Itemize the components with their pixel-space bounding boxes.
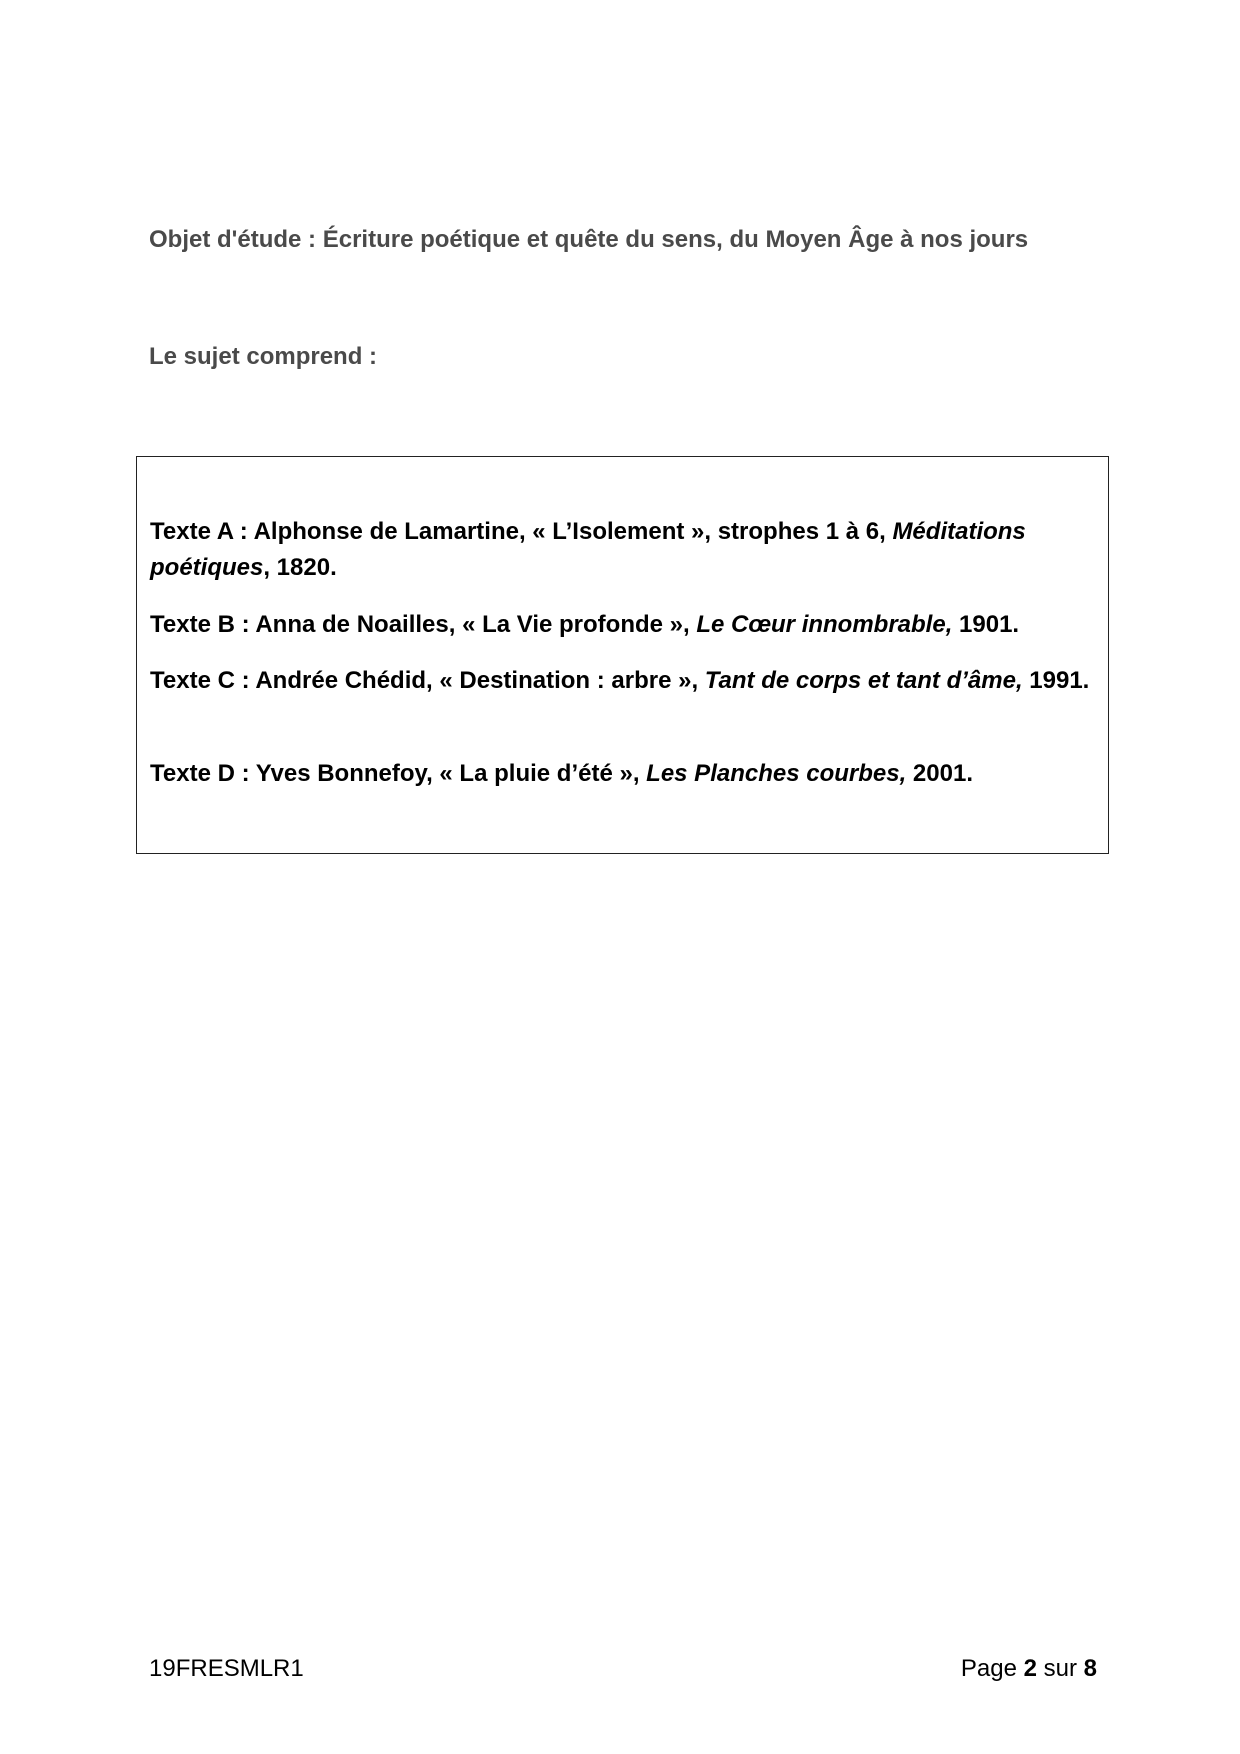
texte-d-prefix: Texte D : Yves Bonnefoy, « La pluie d’été », — [150, 760, 647, 787]
texte-c-entry — [150, 663, 1095, 699]
page-label: Page — [960, 1655, 1017, 1682]
texte-c-work-title: Tant de corps et tant d’âme, — [704, 667, 1023, 694]
texte-b-suffix: 1901. — [952, 611, 1020, 638]
texte-a-work-title: Méditations poétiques — [150, 518, 1026, 581]
document-code: 19FRESMLR1 — [149, 1655, 304, 1682]
page-separator: sur — [1043, 1655, 1077, 1682]
objet-etude-heading: Objet d'étude : Écriture poétique et quête du sens, du Moyen Âge à nos jours — [149, 226, 1029, 253]
texte-d-suffix: 2001. — [906, 760, 973, 787]
texte-b-prefix: Texte B : Anna de Noailles, « La Vie profonde », — [150, 611, 697, 638]
page-number — [961, 1655, 1097, 1683]
page-current: 2 — [1023, 1655, 1037, 1682]
sujet-comprend-heading: Le sujet comprend : — [149, 343, 378, 370]
texte-d-work-title: Les Planches courbes, — [646, 760, 907, 787]
texte-d-entry — [150, 756, 1095, 792]
page-total: 8 — [1083, 1655, 1097, 1682]
texte-a-prefix: Texte A : Alphonse de Lamartine, « L’Isolement », strophes 1 à 6, — [150, 518, 893, 545]
texte-a-suffix: , 1820. — [263, 554, 337, 581]
corpus-box — [136, 456, 1109, 854]
texte-c-suffix: 1991. — [1022, 667, 1090, 694]
texte-c-prefix: Texte C : Andrée Chédid, « Destination : arbre », — [150, 667, 705, 694]
texte-a-entry — [150, 514, 1095, 586]
texte-b-work-title: Le Cœur innombrable, — [696, 611, 953, 638]
texte-b-entry — [150, 607, 1095, 643]
